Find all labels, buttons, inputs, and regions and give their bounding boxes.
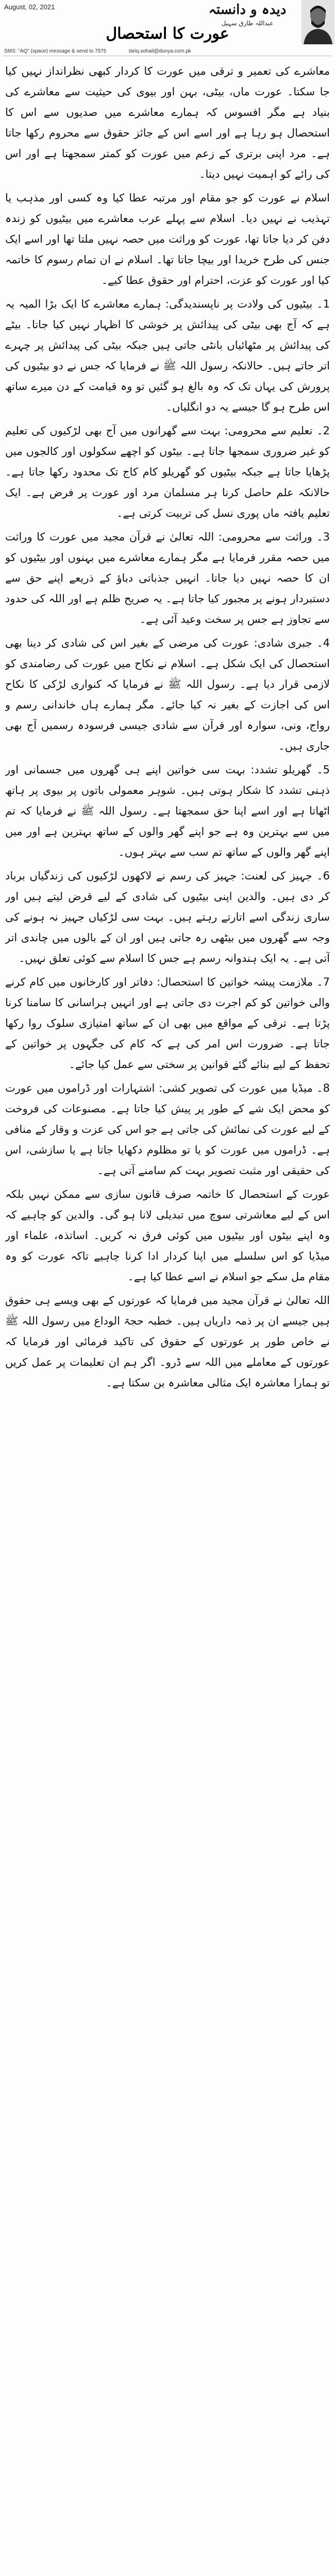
article-body [5, 61, 330, 2576]
article-paragraph: 3۔ وراثت سے محرومی: اللہ تعالیٰ نے قرآن مجید میں عورت کا وراثت میں حصہ مقرر فرمایا ہے مگر ہمارے معاشرے میں بہنوں اور بیٹیوں کو ان کا حصہ نہیں دیا جاتا۔ انہیں جذباتی دباؤ کے ذریعے اپنے حق سے دستبردار ہونے پر مجبور کیا جاتا ہے۔ یہ صریح ظلم ہے اور اللہ کی حدود سے تجاوز ہے جس پر سخت وعید آئی ہے۔ [5, 531, 330, 625]
column-name: دیدہ و دانستہ [208, 2, 287, 18]
publication-date: August, 02, 2021 [4, 3, 55, 11]
article-paragraph: 8۔ میڈیا میں عورت کی تصویر کشی: اشتہارات اور ڈراموں میں عورت کو محض ایک شے کے طور پر پیش کیا جاتا ہے۔ مصنوعات کی فروخت کے لیے عورت کی نمائش کی جاتی ہے جو اس کی عزت و وقار کے منافی ہے۔ ڈراموں میں عورت کو یا تو مظلوم دکھایا جاتا ہے یا سازشی، اس کی حقیقی اور مثبت تصویر بہت کم سامنے آتی ہے۔ [5, 1082, 330, 1177]
article-paragraph: عورت کے استحصال کا خاتمہ صرف قانون سازی سے ممکن نہیں بلکہ اس کے لیے معاشرتی سوچ میں تبدیلی لانا ہو گی۔ والدین کو چاہیے کہ وہ اپنے بیٹوں اور بیٹیوں میں کوئی فرق نہ کریں۔ اساتذہ، علماء اور میڈیا کو اس سلسلے میں اپنا کردار ادا کرنا چاہیے تاکہ عورت کو وہ مقام مل سکے جو اسلام نے اسے عطا کیا ہے۔ [5, 1188, 330, 1283]
article-paragraph: اللہ تعالیٰ نے قرآن مجید میں فرمایا کہ عورتوں کے بھی ویسے ہی حقوق ہیں جیسے ان پر ذمہ داریاں ہیں۔ خطبہ حجۃ الوداع میں رسول اللہ ﷺ نے خاص طور پر عورتوں کے حقوق کی تاکید فرمائی اور فرمایا کہ عورتوں کے معاملے میں اللہ سے ڈرو۔ اگر ہم ان تعلیمات پر عمل کریں تو ہمارا معاشرہ ایک مثالی معاشرہ بن سکتا ہے۔ [5, 1294, 330, 1389]
article-paragraph: 7۔ ملازمت پیشہ خواتین کا استحصال: دفاتر اور کارخانوں میں کام کرنے والی خواتین کو کم اجرت دی جاتی ہے اور انہیں ہراسانی کا سامنا کرنا پڑتا ہے۔ ترقی کے مواقع میں بھی ان کے ساتھ امتیازی سلوک روا رکھا جاتا ہے۔ ضرورت اس امر کی ہے کہ کام کی جگہوں پر خواتین کے تحفظ کے لیے بنائے گئے قوانین پر سختی سے عمل کیا جائے۔ [5, 976, 330, 1071]
article-paragraph: معاشرے کی تعمیر و ترقی میں عورت کا کردار کبھی نظرانداز نہیں کیا جا سکتا۔ عورت ماں، بیٹی، بہن اور بیوی کی حیثیت سے معاشرے کی بنیاد ہے مگر افسوس کہ ہمارے معاشرے میں صدیوں سے اس کا استحصال ہو رہا ہے اور اسے اس کے جائز حقوق سے محروم رکھا جاتا ہے۔ مرد اپنی برتری کے زعم میں عورت کو کمتر سمجھتا ہے اور اس کی رائے کو اہمیت نہیں دیتا۔ [5, 65, 330, 180]
sms-contact: SMS: "AQ" (space) message & send to 7575 [4, 48, 107, 54]
email-contact[interactable]: tariq.sohail@dunya.com.pk [129, 48, 191, 54]
article-paragraph: 1۔ بیٹیوں کی ولادت پر ناپسندیدگی: ہمارے معاشرے کا ایک بڑا المیہ یہ ہے کہ آج بھی بیٹی کی پیدائش پر خوشی کا اظہار نہیں کیا جاتا۔ بیٹے کی پیدائش پر مٹھائیاں بانٹی جاتی ہیں جبکہ بیٹی کی پیدائش پر چہرے اتر جاتے ہیں۔ حالانکہ رسول اللہ ﷺ نے فرمایا کہ جس نے دو بیٹیوں کی پرورش کی یہاں تک کہ وہ بالغ ہو گئیں تو وہ قیامت کے دن میرے ساتھ اس طرح ہو گا جیسے یہ دو انگلیاں۔ [5, 298, 330, 413]
column-title: عورت کا استحصال [106, 25, 229, 43]
article-paragraph: 4۔ جبری شادی: عورت کی مرضی کے بغیر اس کی شادی کر دینا بھی استحصال کی ایک شکل ہے۔ اسلام نے نکاح میں عورت کی رضامندی کو لازمی قرار دیا ہے۔ رسول اللہ ﷺ نے فرمایا کہ کنواری لڑکی کا نکاح اس کی اجازت کے بغیر نہ کیا جائے۔ مگر ہمارے ہاں خاندانی رسم و رواج، ونی، سوارہ اور قرآن سے شادی جیسی فرسودہ رسمیں آج بھی جاری ہیں۔ [5, 637, 330, 752]
article-paragraph: 6۔ جہیز کی لعنت: جہیز کی رسم نے لاکھوں لڑکیوں کی زندگیاں برباد کر دی ہیں۔ والدین اپنی بیٹیوں کی شادی کے لیے قرض لیتے ہیں اور ساری زندگی اسے اتارتے رہتے ہیں۔ بہت سی لڑکیاں جہیز نہ ہونے کی وجہ سے گھروں میں بیٹھی رہ جاتی ہیں اور ان کے بالوں میں چاندی اتر آتی ہے۔ یہ ایک ہندوانہ رسم ہے جس کا اسلام سے کوئی تعلق نہیں۔ [5, 870, 330, 964]
article-paragraph: 2۔ تعلیم سے محرومی: بہت سے گھرانوں میں آج بھی لڑکیوں کی تعلیم کو غیر ضروری سمجھا جاتا ہے۔ بیٹوں کو اچھے سکولوں اور کالجوں میں پڑھایا جاتا ہے جبکہ بیٹیوں کو گھریلو کام کاج تک محدود رکھا جاتا ہے۔ حالانکہ علم حاصل کرنا ہر مسلمان مرد اور عورت پر فرض ہے۔ ایک تعلیم یافتہ ماں پوری نسل کی تربیت کرتی ہے۔ [5, 425, 330, 519]
column-header [0, 0, 335, 52]
article-paragraph: 5۔ گھریلو تشدد: بہت سی خواتین اپنے ہی گھروں میں جسمانی اور ذہنی تشدد کا شکار ہوتی ہیں۔ شوہر معمولی باتوں پر بیوی پر ہاتھ اٹھاتا ہے اور اسے اپنا حق سمجھتا ہے۔ رسول اللہ ﷺ نے فرمایا کہ تم میں سے بہترین وہ ہے جو اپنے گھر والوں کے ساتھ بہترین ہے اور میں اپنے گھر والوں کے ساتھ تم سب سے بہتر ہوں۔ [5, 764, 330, 858]
author-name: عبداللہ طارق سہیل [221, 20, 274, 27]
article-paragraph: اسلام نے عورت کو جو مقام اور مرتبہ عطا کیا وہ کسی اور مذہب یا تہذیب نے نہیں دیا۔ اسلام سے پہلے عرب معاشرے میں بیٹیوں کو زندہ دفن کر دیا جاتا تھا، عورت کو وراثت میں حصہ نہیں ملتا تھا اور اسے ایک جنس کی طرح خریدا اور بیچا جاتا تھا۔ اسلام نے ان تمام رسوم کا خاتمہ کیا اور عورت کو عزت، احترام اور حقوق عطا کیے۔ [5, 192, 330, 286]
